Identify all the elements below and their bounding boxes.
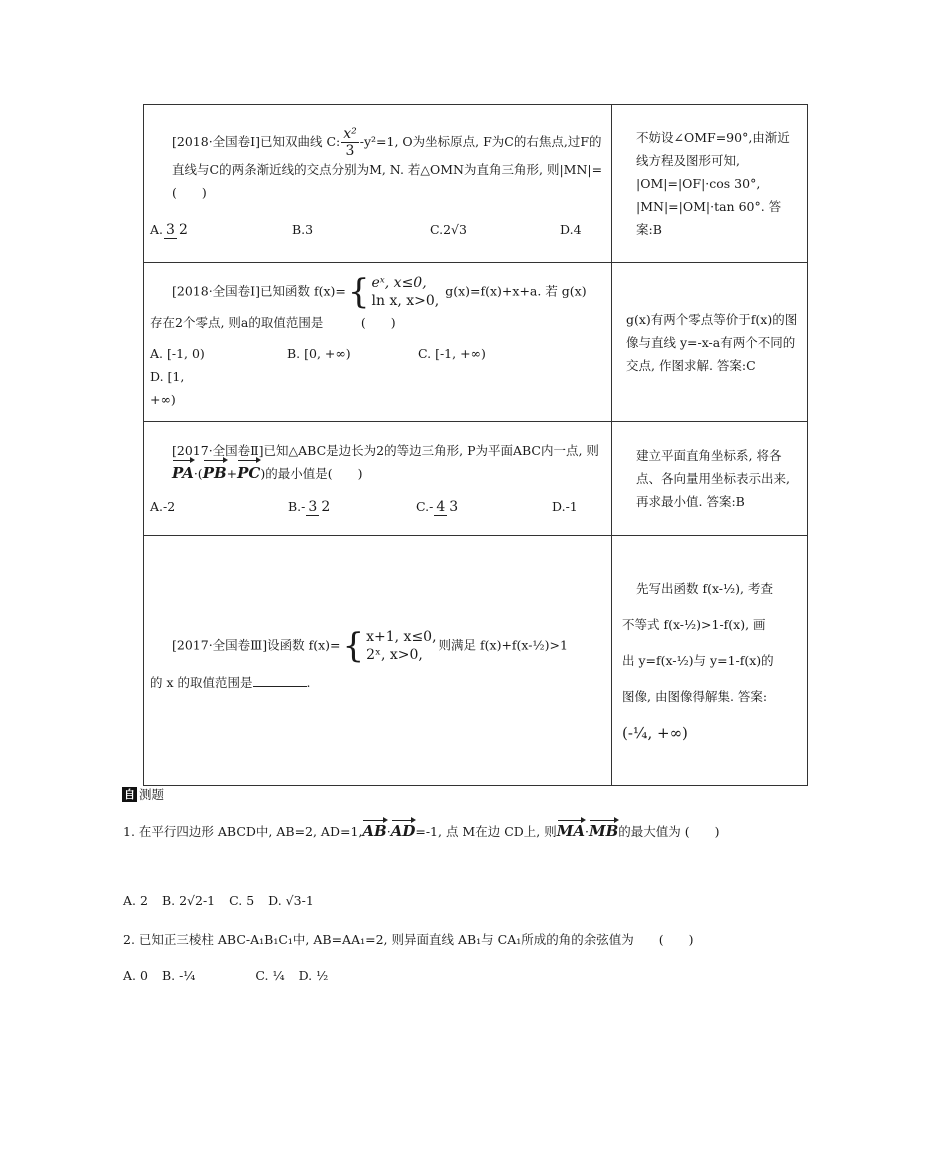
- question-cell: [144, 422, 612, 536]
- option-list: [150, 342, 603, 411]
- problem-1-options: [123, 893, 328, 908]
- option-d[interactable]: D. √3-1: [268, 893, 314, 908]
- option-a[interactable]: A. [-1, 0): [150, 346, 205, 361]
- option-a[interactable]: A.-2: [150, 499, 176, 514]
- vector-pb: PB: [203, 462, 227, 485]
- fraction: $\frac{\text{x²}}{3}$: [343, 125, 357, 159]
- piecewise-function: { eˣ, x≤0, ln x, x>0,: [347, 272, 440, 312]
- option-b[interactable]: B.3: [292, 221, 314, 237]
- problem-2-options: [123, 968, 342, 983]
- answer-cell: 不妨设∠OMF=90°,由渐近线方程及图形可知, |OM|=|OF|·cos 30°, |MN|=|OM|·tan 60°. 答案:B: [612, 105, 808, 263]
- question-text: [2018·全国卷Ⅰ]已知双曲线 C: $\frac{\text{x²}}{3}$ -y²=1, O为坐标原点, F为C的右焦点,过F的直线与C的两条渐近线的交点分别为M, N. 若△OMN为直角三角形, 则|MN|=( ): [172, 125, 603, 200]
- question-text-line2: 的 x 的取值范围是 .: [150, 671, 603, 694]
- table-row: [144, 263, 808, 422]
- option-b[interactable]: B. [0, +∞): [287, 346, 351, 361]
- option-a[interactable]: A. 2: [123, 893, 148, 908]
- question-cell: [144, 263, 612, 422]
- question-cell: [144, 105, 612, 263]
- question-text: [2018·全国卷Ⅰ]已知函数 f(x)= { eˣ, x≤0, ln x, x>0, g(x)=f(x)+x+a. 若 g(x): [172, 272, 587, 312]
- option-a[interactable]: A. 0: [123, 968, 148, 983]
- option-c[interactable]: C.2√3: [430, 221, 467, 237]
- option-list: [150, 495, 603, 518]
- problem-1: 1. 在平行四边形 ABCD中, AB=2, AD=1,AB·AD=-1, 点 M在边 CD上, 则MA·MB的最大值为 ( ): [123, 822, 720, 840]
- option-c[interactable]: C. [-1, +∞): [418, 346, 486, 361]
- question-text: [2017·全国卷Ⅱ]已知△ABC是边长为2的等边三角形, P为平面ABC内一点, 则PA·(PB+PC)的最小值是( ): [150, 439, 603, 485]
- exam-question-table: [143, 104, 808, 786]
- answer-blank[interactable]: [253, 672, 307, 687]
- vector-pa: PA: [172, 462, 194, 485]
- option-d[interactable]: D. [1, +∞): [150, 369, 185, 407]
- problem-2: 2. 已知正三棱柱 ABC-A₁B₁C₁中, AB=AA₁=2, 则异面直线 AB₁与 CA₁所成的角的余弦值为 ( ): [123, 932, 694, 947]
- option-c[interactable]: C.- 4 3: [416, 499, 459, 515]
- question-text-line2: 存在2个零点, 则a的取值范围是 ( ): [150, 315, 396, 330]
- option-c[interactable]: C. 5: [229, 893, 255, 908]
- option-b[interactable]: B. 2√2-1: [161, 893, 216, 908]
- option-b[interactable]: B.- 3 2: [288, 499, 331, 515]
- question-text: [2017·全国卷Ⅲ]设函数 f(x)= { x+1, x≤0, 2ˣ, x>0, 则满足 f(x)+f(x-½)>1: [172, 626, 568, 666]
- option-d[interactable]: D.-1: [552, 499, 578, 514]
- vector-ma: MA: [556, 822, 585, 840]
- section-badge: 自: [124, 787, 135, 801]
- answer-cell: g(x)有两个零点等价于f(x)的图像与直线 y=-x-a有两个不同的交点, 作图求解. 答案:C: [612, 263, 808, 422]
- option-d[interactable]: D.4: [560, 221, 582, 237]
- option-list: [150, 218, 603, 241]
- option-b[interactable]: B. -¼: [161, 968, 196, 983]
- option-d[interactable]: D. ½: [298, 968, 329, 983]
- table-row: [144, 105, 808, 263]
- vector-ab: AB: [362, 822, 387, 840]
- section-heading: [122, 785, 164, 803]
- piecewise-function: { x+1, x≤0, 2ˣ, x>0,: [342, 626, 437, 666]
- option-a[interactable]: A. 3 2: [150, 221, 188, 238]
- answer-cell: 先写出函数 f(x-½), 考查 不等式 f(x-½)>1-f(x), 画 出 y=f(x-½)与 y=1-f(x)的 图像, 由图像得解集. 答案: (-¼, +∞): [612, 536, 808, 786]
- question-cell: [144, 536, 612, 786]
- vector-ad: AD: [390, 822, 416, 840]
- vector-pc: PC: [237, 462, 260, 485]
- section-title: 测题: [139, 787, 165, 802]
- vector-mb: MB: [588, 822, 619, 840]
- table-row: [144, 422, 808, 536]
- option-c[interactable]: C. ¼: [255, 968, 285, 983]
- answer-cell: 建立平面直角坐标系, 将各点、各向量用坐标表示出来, 再求最小值. 答案:B: [612, 422, 808, 536]
- table-row: [144, 536, 808, 786]
